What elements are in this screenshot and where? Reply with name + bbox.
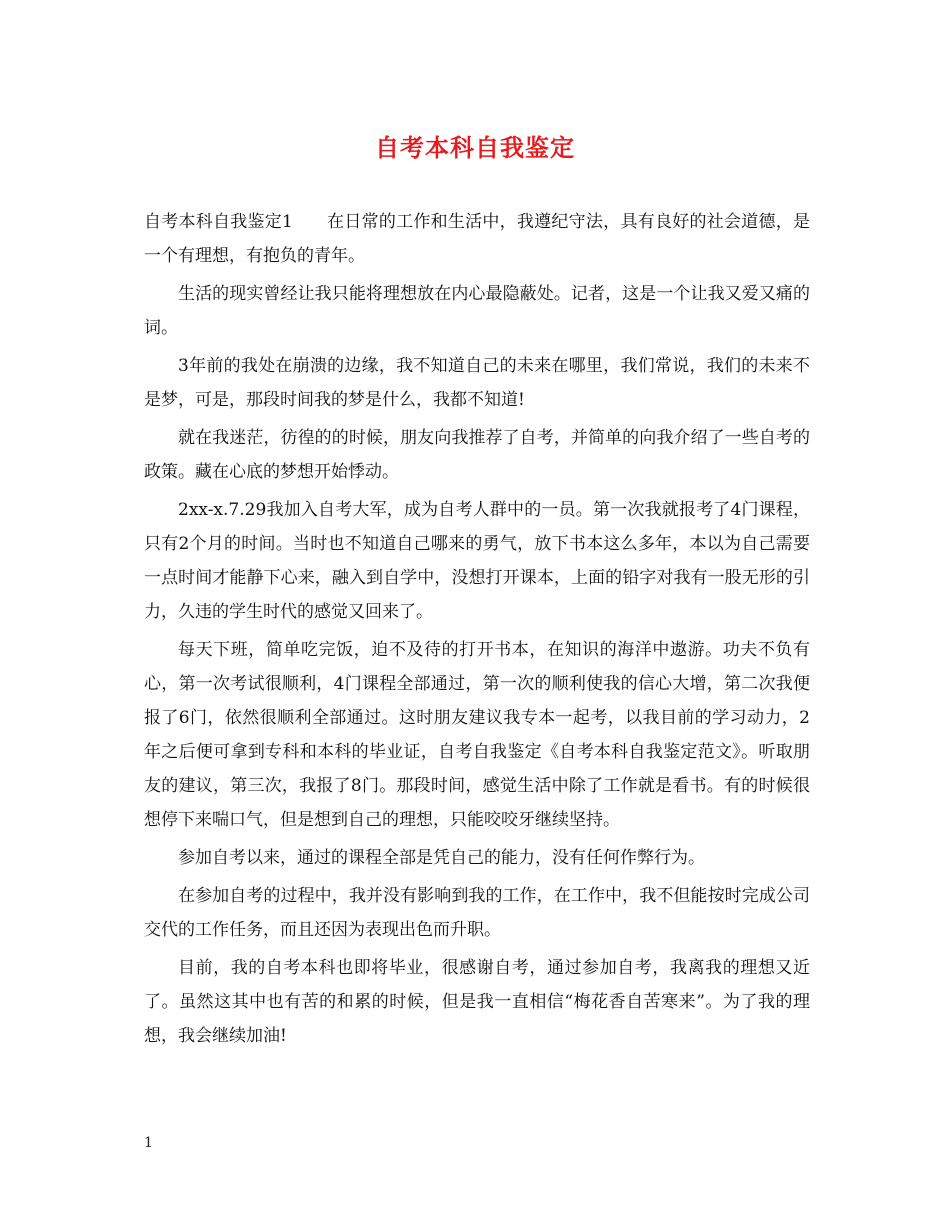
- paragraph-3: 3年前的我处在崩溃的边缘，我不知道自己的未来在哪里，我们常说，我们的未来不是梦，可是，那段时间我的梦是什么，我都不知道!: [144, 356, 810, 410]
- paragraph-8: 在参加自考的过程中，我并没有影响到我的工作，在工作中，我不但能按时完成公司交代的工作任务，而且还因为表现出色而升职。: [144, 886, 810, 940]
- paragraph-7: 参加自考以来，通过的课程全部是凭自己的能力，没有任何作弊行为。: [178, 848, 705, 868]
- section-label: 自考本科自我鉴定1: [144, 212, 293, 232]
- document-title: 自考本科自我鉴定: [375, 133, 575, 162]
- document-body: [144, 205, 810, 1057]
- paragraph-6: 每天下班，简单吃完饭，迫不及待的打开书本，在知识的海洋中遨游。功夫不负有心，第一次考试很顺利，4门课程全部通过，第一次的顺利使我的信心大增，第二次我便报了6门，依然很顺利全部通过。这时朋友建议我专本一起考，以我目前的学习动力，2年之后便可拿到专科和本科的毕业证，自考自我鉴定《自考本科自我鉴定范文》。听取朋友的建议，第三次，我报了8门。那段时间，感觉生活中除了工作就是看书。有的时候很想停下来喘口气，但是想到自己的理想，只能咬咬牙继续坚持。: [144, 640, 810, 830]
- paragraph-4: 就在我迷茫，彷徨的的时候，朋友向我推荐了自考，并简单的向我介绍了一些自考的政策。藏在心底的梦想开始悸动。: [144, 428, 810, 482]
- paragraph-1-text: 在日常的工作和生活中，我遵纪守法，具有良好的社会道德，是一个有理想，有抱负的青年。: [144, 212, 810, 266]
- paragraph-9: 目前，我的自考本科也即将毕业，很感谢自考，通过参加自考，我离我的理想又近了。虽然这其中也有苦的和累的时候，但是我一直相信“梅花香自苦寒来”。为了我的理想，我会继续加油!: [144, 958, 810, 1046]
- paragraph-1: [144, 205, 810, 273]
- paragraph-2: 生活的现实曾经让我只能将理想放在内心最隐蔽处。记者，这是一个让我又爱又痛的词。: [144, 284, 810, 338]
- paragraph-5: 2xx-x.7.29我加入自考大军，成为自考人群中的一员。第一次我就报考了4门课程，只有2个月的时间。当时也不知道自己哪来的勇气，放下书本这么多年，本以为自己需要一点时间才能静下心来，融入到自学中，没想打开课本，上面的铅字对我有一股无形的引力，久违的学生时代的感觉又回来了。: [144, 500, 810, 622]
- page-number: 1: [144, 1135, 153, 1151]
